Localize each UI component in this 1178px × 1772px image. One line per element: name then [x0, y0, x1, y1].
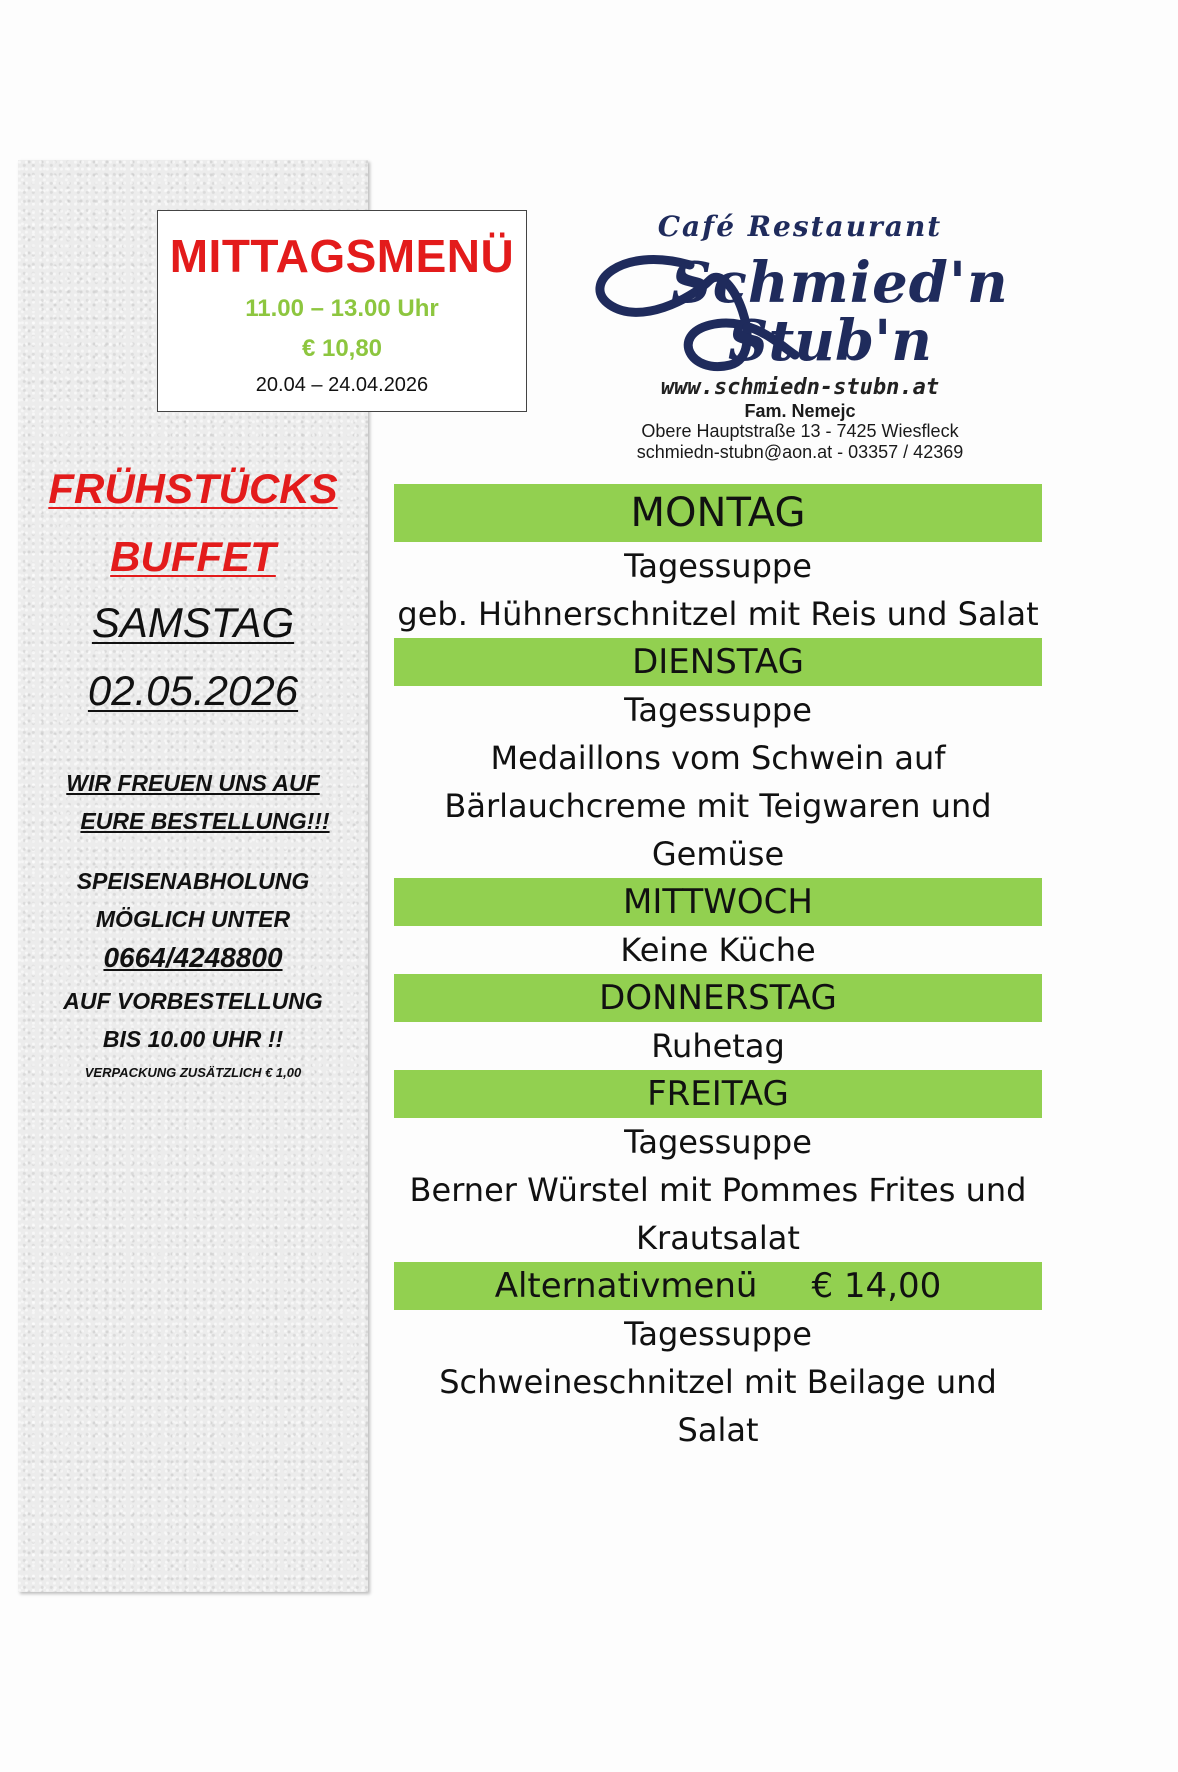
dish-alternative-2: Schweineschnitzel mit Beilage und: [439, 1363, 997, 1401]
mittagsmenu-title: MITTAGSMENÜ: [169, 230, 515, 282]
dish-montag-1: Tagessuppe: [624, 547, 812, 585]
dish-dienstag-4: Gemüse: [651, 835, 785, 873]
logo-cafe-restaurant: Café Restaurant: [657, 210, 943, 243]
menu-date-range: 20.04 – 24.04.2026: [255, 374, 429, 396]
dish-freitag-1: Tagessuppe: [624, 1123, 812, 1161]
dish-dienstag-2: Medaillons vom Schwein auf: [490, 739, 946, 777]
lunch-hours: 11.00 – 13.00 Uhr: [245, 295, 439, 322]
freuen-line-2: EURE BESTELLUNG!!!: [80, 808, 330, 834]
buffet-heading: BUFFET: [110, 533, 276, 580]
abholung-line-2: MÖGLICH UNTER: [95, 906, 291, 932]
dish-freitag-2: Berner Würstel mit Pommes Frites und: [409, 1171, 1027, 1209]
logo-name-line-2: Stub'n: [727, 308, 933, 374]
logo-contact: schmiedn-stubn@aon.at - 03357 / 42369: [636, 442, 964, 462]
day-bar-montag: MONTAG: [394, 484, 1042, 542]
logo-address: Obere Hauptstraße 13 - 7425 Wiesfleck: [641, 421, 959, 441]
phone-number: 0664/4248800: [103, 942, 283, 973]
day-bar-donnerstag: DONNERSTAG: [394, 974, 1042, 1022]
dish-donnerstag-1: Ruhetag: [651, 1027, 785, 1065]
abholung-line-1: SPEISENABHOLUNG: [76, 868, 310, 894]
alternative-menu-bar: [394, 1262, 1042, 1310]
day-bar-mittwoch: MITTWOCH: [394, 878, 1042, 926]
alternative-menu-label: Alternativmenü: [494, 1266, 758, 1306]
samstag-label: SAMSTAG: [91, 599, 295, 646]
dish-alternative-1: Tagessuppe: [624, 1315, 812, 1353]
logo-family: Fam. Nemejc: [744, 401, 856, 421]
day-bar-freitag: FREITAG: [394, 1070, 1042, 1118]
freuen-line-1: WIR FREUEN UNS AUF: [66, 770, 320, 796]
logo-website: www.schmiedn-stubn.at: [660, 375, 940, 400]
buffet-date: 02.05.2026: [87, 667, 299, 714]
vorbestellung-line-2: BIS 10.00 UHR !!: [102, 1026, 284, 1052]
logo-name-line-1: Schmied'n: [671, 250, 1009, 316]
restaurant-logo: [580, 205, 1020, 465]
lunch-price: € 10,80: [301, 335, 383, 362]
dish-alternative-3: Salat: [677, 1411, 759, 1449]
verpackung-note: VERPACKUNG ZUSÄTZLICH € 1,00: [84, 1065, 302, 1080]
dish-mittwoch-1: Keine Küche: [620, 931, 816, 969]
dish-freitag-3: Krautsalat: [636, 1219, 800, 1257]
dish-montag-2: geb. Hühnerschnitzel mit Reis und Salat: [397, 595, 1039, 633]
weekly-menu: [394, 484, 1042, 1454]
dish-dienstag-3: Bärlauchcreme mit Teigwaren und: [444, 787, 992, 825]
alternative-menu-price: € 14,00: [811, 1266, 942, 1306]
vorbestellung-line-1: AUF VORBESTELLUNG: [63, 988, 323, 1014]
mittagsmenu-box: [157, 210, 527, 412]
fruehstuecks-heading: FRÜHSTÜCKS: [48, 465, 338, 512]
day-bar-dienstag: DIENSTAG: [394, 638, 1042, 686]
dish-dienstag-1: Tagessuppe: [624, 691, 812, 729]
